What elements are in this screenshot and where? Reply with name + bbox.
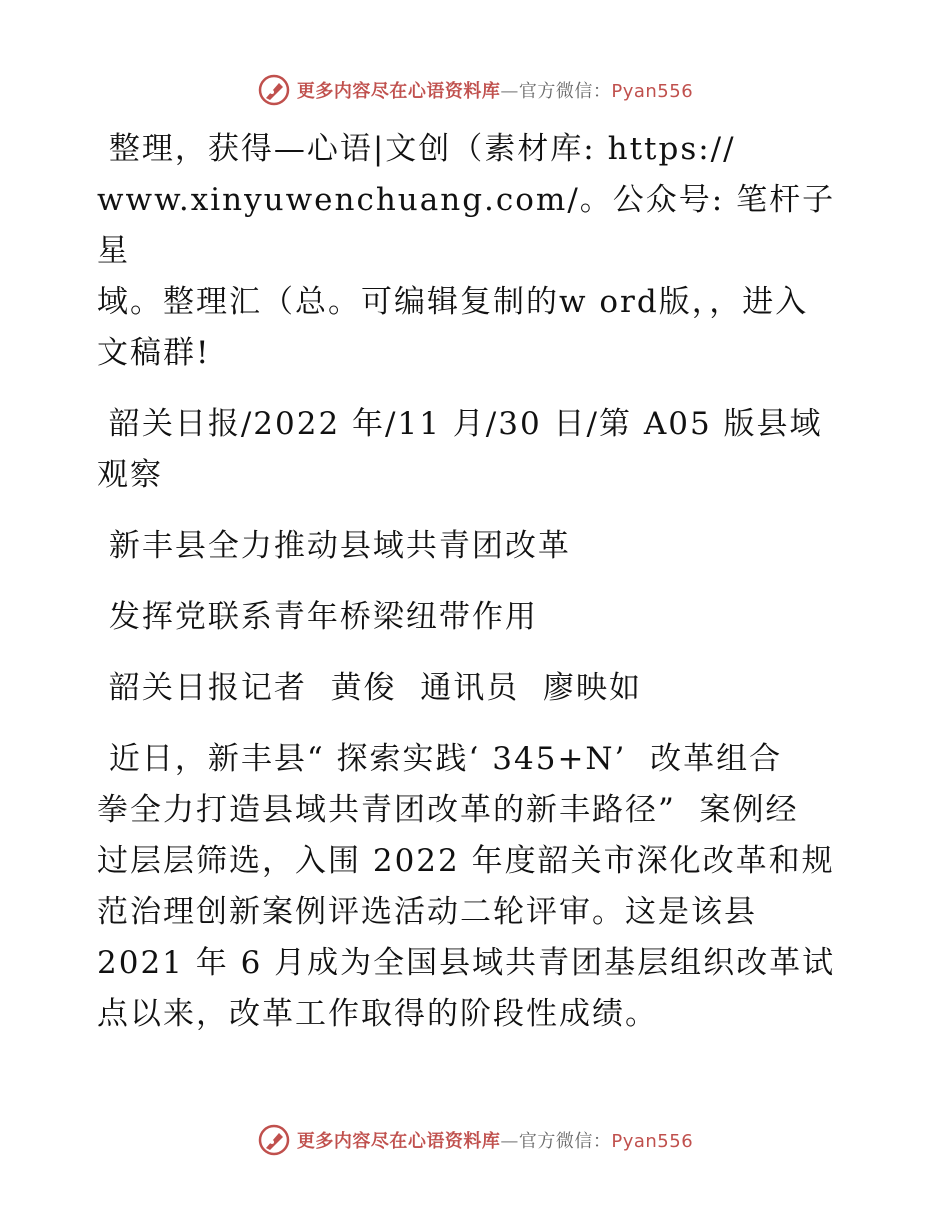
article-subtitle: 发挥党联系青年桥梁纽带作用: [97, 599, 538, 635]
footer-watermark-banner: [0, 1118, 950, 1162]
banner-wechat-id: Pyan556: [611, 81, 694, 102]
pen-nib-logo-icon: [257, 73, 291, 107]
document-body: [97, 124, 857, 1060]
banner-wechat-label: 官方微信：: [518, 1131, 612, 1152]
banner-dash: —: [500, 1131, 519, 1152]
byline: 韶关日报记者 黄俊 通讯员 廖映如: [97, 670, 642, 706]
header-watermark-banner: [0, 68, 950, 112]
intro-paragraph: 整理，获得—心语|文创（素材库: https:// www.xinyuwenchuang.com/。公众号: 笔杆子星 域。整理汇（总。可编辑复制的w ord版，，进入 文稿群!: [97, 131, 836, 371]
banner-wechat-id: Pyan556: [611, 1131, 694, 1152]
banner-wechat-label: 官方微信：: [518, 81, 612, 102]
pen-nib-logo-icon: [257, 1123, 291, 1157]
banner-dash: —: [500, 81, 519, 102]
banner-text: [297, 77, 693, 103]
body-paragraph: 近日，新丰县“ 探索实践‘ 345+N’ 改革组合 拳全力打造县域共青团改革的新丰路径” 案例经 过层层筛选，入围 2022 年度韶关市深化改革和规 范治理创新案例评选活动二轮评审。这是该县 2021 年 6 月成为全国县域共青团基层组织改革试 点以来，改革工作取得的阶段性成绩。: [97, 741, 836, 1032]
article-title: 新丰县全力推动县域共青团改革: [97, 528, 571, 564]
banner-slogan: 更多内容尽在心语资料库: [296, 81, 501, 102]
banner-slogan: 更多内容尽在心语资料库: [296, 1131, 501, 1152]
banner-text: [297, 1127, 693, 1153]
source-line: 韶关日报/2022 年/11 月/30 日/第 A05 版县域 观察: [97, 406, 823, 493]
